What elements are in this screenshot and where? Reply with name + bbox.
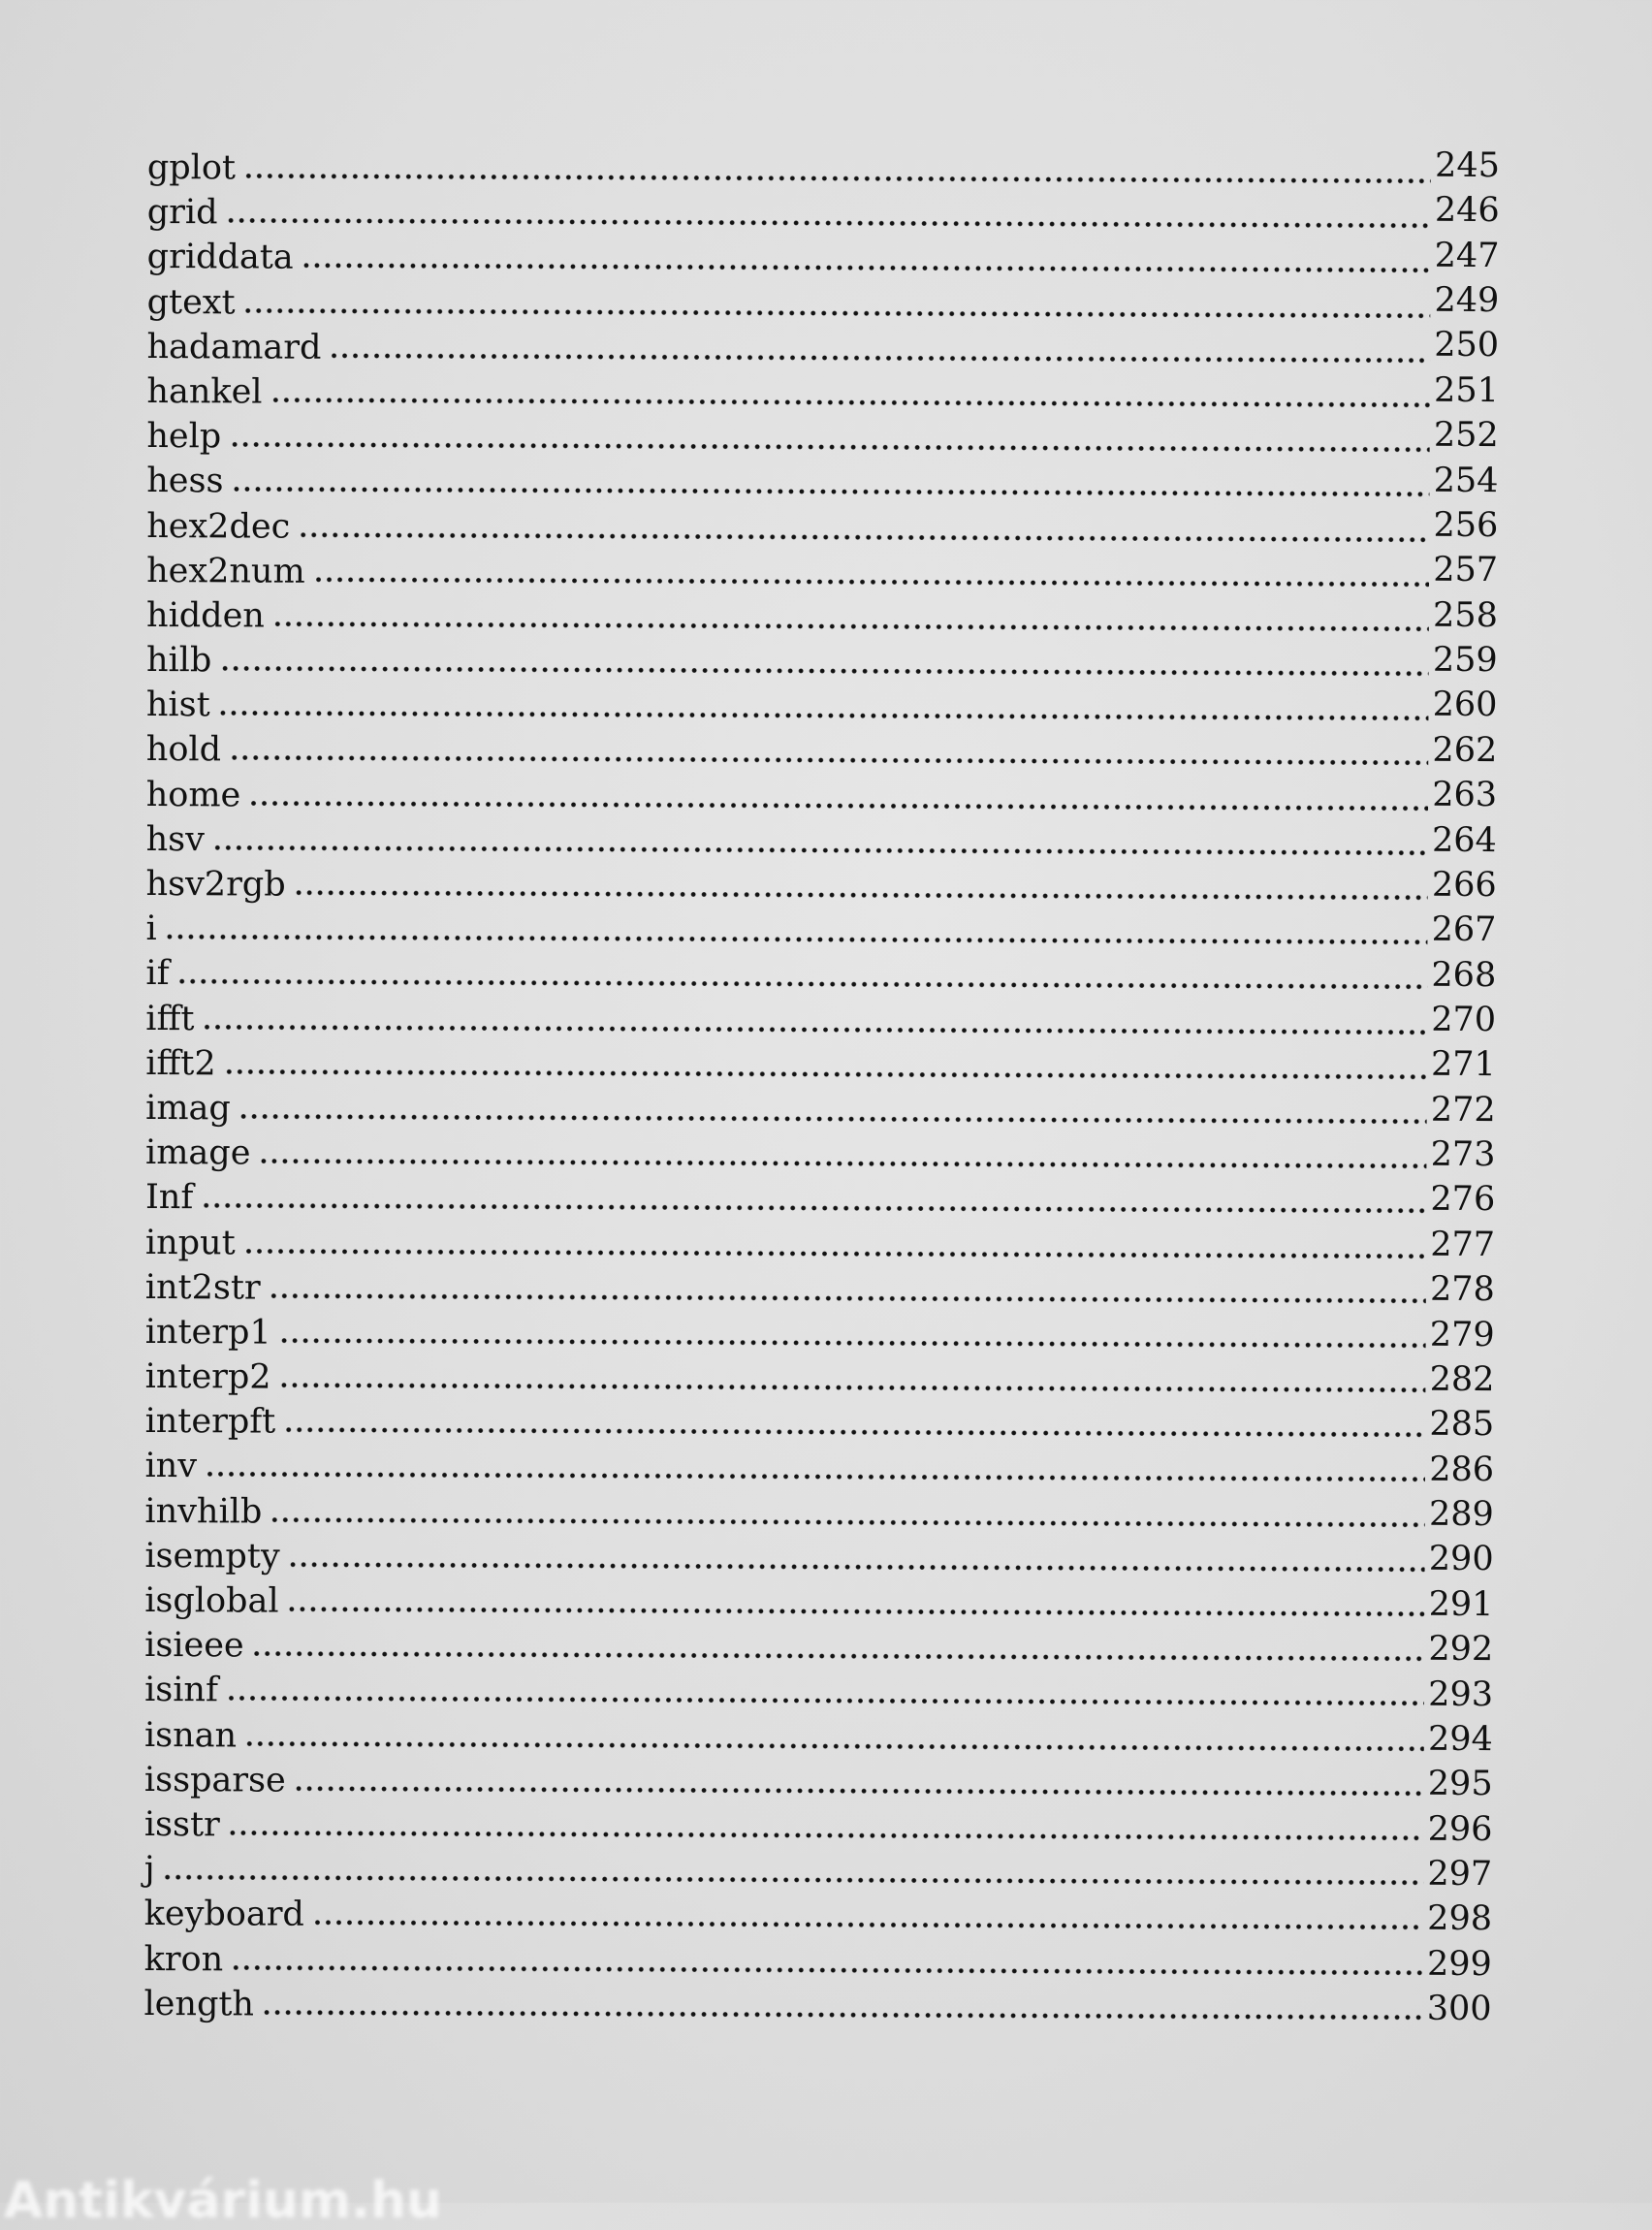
- index-entry: [145, 1354, 1495, 1405]
- entry-name: interp2: [144, 1357, 271, 1397]
- entry-page: 294: [1427, 1719, 1493, 1759]
- index-entry: [145, 951, 1496, 1002]
- dot-leader: [225, 218, 1430, 229]
- entry-page: 250: [1434, 326, 1500, 366]
- index-entry: [145, 1086, 1496, 1136]
- dot-leader: [205, 1472, 1425, 1482]
- entry-name: ifft: [145, 999, 195, 1038]
- dot-leader: [288, 1561, 1425, 1572]
- index-entry: [144, 1847, 1493, 1897]
- index-entry: [145, 997, 1496, 1047]
- entry-name: i: [145, 909, 157, 949]
- index-entry: [144, 1713, 1493, 1764]
- entry-page: 272: [1430, 1090, 1496, 1130]
- index-entry: [145, 862, 1496, 912]
- watermark: Antikvárium.hu: [4, 2172, 442, 2230]
- entry-name: if: [145, 954, 170, 994]
- entry-name: length: [143, 1984, 255, 2024]
- entry-page: 246: [1434, 191, 1500, 231]
- index-entry: [146, 504, 1498, 555]
- index-entry: [145, 1175, 1495, 1226]
- entry-page: 285: [1429, 1405, 1495, 1445]
- entry-name: hold: [145, 730, 222, 770]
- dot-leader: [219, 665, 1429, 676]
- dot-leader: [238, 1113, 1427, 1124]
- entry-page: 252: [1433, 416, 1499, 456]
- entry-name: interpft: [144, 1402, 276, 1442]
- dot-leader: [165, 934, 1428, 945]
- entry-name: issparse: [143, 1760, 286, 1800]
- entry-page: 300: [1426, 1989, 1492, 2029]
- dot-leader: [231, 487, 1429, 497]
- entry-page: 257: [1433, 551, 1499, 590]
- dot-leader: [262, 2009, 1423, 2020]
- dot-leader: [229, 755, 1428, 766]
- index-entry: [146, 773, 1498, 823]
- entry-name: isinf: [144, 1671, 219, 1710]
- entry-page: 292: [1428, 1629, 1494, 1670]
- entry-page: 298: [1427, 1899, 1493, 1939]
- dot-leader: [226, 1696, 1424, 1706]
- dot-leader: [258, 1159, 1426, 1169]
- index-entry: [144, 1668, 1493, 1718]
- entry-page: 282: [1429, 1359, 1495, 1400]
- entry-name: invhilb: [144, 1491, 263, 1532]
- index-entry: [144, 1489, 1494, 1540]
- entry-page: 249: [1434, 280, 1500, 321]
- entry-page: 290: [1428, 1540, 1494, 1579]
- index-entry: [146, 549, 1498, 599]
- entry-name: hsv: [145, 819, 206, 860]
- entry-page: 299: [1426, 1944, 1492, 1984]
- dot-leader: [279, 1383, 1426, 1393]
- entry-page: 263: [1432, 775, 1498, 815]
- index-entry: [146, 369, 1499, 420]
- dot-leader: [269, 1292, 1426, 1303]
- dot-leader: [294, 1785, 1424, 1796]
- entry-page: 297: [1427, 1854, 1493, 1895]
- index-entry: [143, 1982, 1491, 2032]
- dot-leader: [279, 1337, 1426, 1348]
- entry-name: hex2num: [146, 551, 305, 591]
- entry-page: 271: [1430, 1045, 1496, 1085]
- entry-page: 259: [1432, 640, 1498, 681]
- entry-page: 279: [1429, 1315, 1495, 1354]
- entry-name: hist: [145, 685, 210, 725]
- dot-leader: [287, 1607, 1425, 1617]
- entry-name: isnan: [143, 1715, 238, 1755]
- dot-leader: [212, 844, 1428, 855]
- entry-name: j: [143, 1850, 155, 1890]
- dot-leader: [201, 1203, 1426, 1215]
- index-entry: [146, 638, 1498, 688]
- index-entry: [146, 459, 1498, 509]
- entry-name: grid: [146, 193, 218, 233]
- dot-leader: [313, 576, 1430, 587]
- dot-leader: [244, 1740, 1424, 1751]
- dot-leader: [243, 173, 1431, 183]
- index-entry: [146, 593, 1498, 644]
- dot-leader: [243, 1248, 1427, 1258]
- dot-leader: [202, 1024, 1427, 1035]
- dot-leader: [252, 1651, 1425, 1662]
- dot-leader: [312, 1920, 1423, 1930]
- entry-page: 260: [1432, 685, 1498, 725]
- entry-name: hess: [146, 462, 224, 501]
- dot-leader: [177, 979, 1428, 991]
- index-entry: [145, 1265, 1495, 1316]
- dot-leader: [270, 1516, 1425, 1527]
- entry-name: imag: [145, 1088, 231, 1129]
- entry-name: hadamard: [146, 327, 322, 367]
- index-entry: [147, 280, 1500, 331]
- entry-name: interp1: [144, 1312, 271, 1353]
- entry-name: gtext: [146, 282, 236, 322]
- entry-name: gplot: [146, 147, 237, 188]
- entry-name: hsv2rgb: [145, 865, 286, 905]
- index-entry: [147, 235, 1500, 285]
- entry-name: keyboard: [143, 1895, 304, 1935]
- entry-name: griddata: [146, 238, 294, 278]
- entry-page: 286: [1429, 1450, 1495, 1489]
- entry-name: image: [145, 1133, 251, 1173]
- entry-name: help: [146, 417, 222, 457]
- entry-name: hilb: [145, 641, 212, 681]
- index-entry: [144, 1444, 1494, 1494]
- index-entry: [144, 1578, 1493, 1629]
- entry-name: hidden: [145, 595, 265, 636]
- dot-leader: [302, 263, 1431, 273]
- entry-page: 276: [1430, 1180, 1496, 1220]
- index-entry: [144, 1534, 1493, 1584]
- index-entry: [145, 1131, 1496, 1181]
- dot-leader: [272, 621, 1429, 631]
- entry-page: 256: [1433, 505, 1499, 546]
- index-entry: [145, 907, 1496, 957]
- index-entry: [144, 1937, 1492, 1988]
- entry-page: 291: [1428, 1584, 1494, 1624]
- entry-page: 277: [1430, 1225, 1496, 1264]
- dot-leader: [270, 397, 1431, 407]
- entry-page: 262: [1432, 730, 1498, 770]
- entry-page: 251: [1434, 370, 1499, 410]
- entry-page: 273: [1430, 1134, 1496, 1175]
- entry-name: isempty: [144, 1536, 280, 1577]
- dot-leader: [229, 441, 1430, 452]
- index-entry: [146, 727, 1498, 778]
- entry-page: 278: [1429, 1269, 1495, 1310]
- entry-page: 296: [1427, 1809, 1493, 1849]
- index-entry: [144, 1758, 1493, 1808]
- entry-page: 270: [1431, 1000, 1497, 1040]
- index-entry: [145, 1221, 1495, 1271]
- dot-leader: [243, 307, 1431, 318]
- dot-leader: [248, 800, 1428, 811]
- dot-leader: [218, 711, 1429, 721]
- index-entry: [145, 1310, 1495, 1360]
- entry-page: 289: [1428, 1494, 1494, 1535]
- entry-page: 268: [1431, 955, 1497, 995]
- index-entry: [146, 325, 1499, 375]
- entry-page: 264: [1431, 820, 1497, 860]
- entry-page: 254: [1433, 461, 1499, 500]
- index-entry: [145, 1399, 1495, 1450]
- dot-leader: [294, 890, 1428, 901]
- entry-name: inv: [144, 1447, 198, 1486]
- entry-name: isieee: [144, 1626, 244, 1666]
- entry-name: kron: [143, 1939, 224, 1979]
- entry-page: 267: [1431, 910, 1497, 950]
- entry-page: 258: [1432, 595, 1498, 635]
- entry-page: 245: [1435, 145, 1501, 186]
- entry-name: Inf: [144, 1178, 194, 1218]
- entry-page: 266: [1431, 865, 1497, 905]
- index-entry: [144, 1623, 1493, 1673]
- entry-name: hankel: [146, 371, 263, 412]
- entry-name: hex2dec: [146, 506, 291, 547]
- index-list: [140, 145, 1500, 2032]
- index-entry: [147, 145, 1500, 196]
- index-entry: [146, 414, 1498, 464]
- index-entry: [144, 1802, 1493, 1853]
- index-entry: [147, 190, 1500, 240]
- entry-name: ifft2: [145, 1043, 216, 1084]
- index-entry: [146, 683, 1498, 733]
- entry-name: isglobal: [144, 1581, 279, 1621]
- entry-name: home: [145, 775, 241, 815]
- dot-leader: [224, 1068, 1427, 1079]
- dot-leader: [163, 1874, 1424, 1886]
- index-entry: [145, 1041, 1496, 1092]
- index-entry: [146, 817, 1497, 868]
- dot-leader: [228, 1830, 1424, 1840]
- dot-leader: [231, 1964, 1423, 1975]
- entry-page: 293: [1428, 1674, 1494, 1714]
- entry-name: int2str: [144, 1267, 261, 1308]
- dot-leader: [329, 353, 1430, 364]
- entry-name: input: [144, 1223, 236, 1262]
- entry-name: isstr: [143, 1804, 220, 1845]
- index-entry: [144, 1892, 1493, 1942]
- dot-leader: [283, 1427, 1425, 1438]
- dot-leader: [298, 531, 1429, 542]
- entry-page: 295: [1427, 1765, 1493, 1804]
- entry-page: 247: [1434, 236, 1500, 275]
